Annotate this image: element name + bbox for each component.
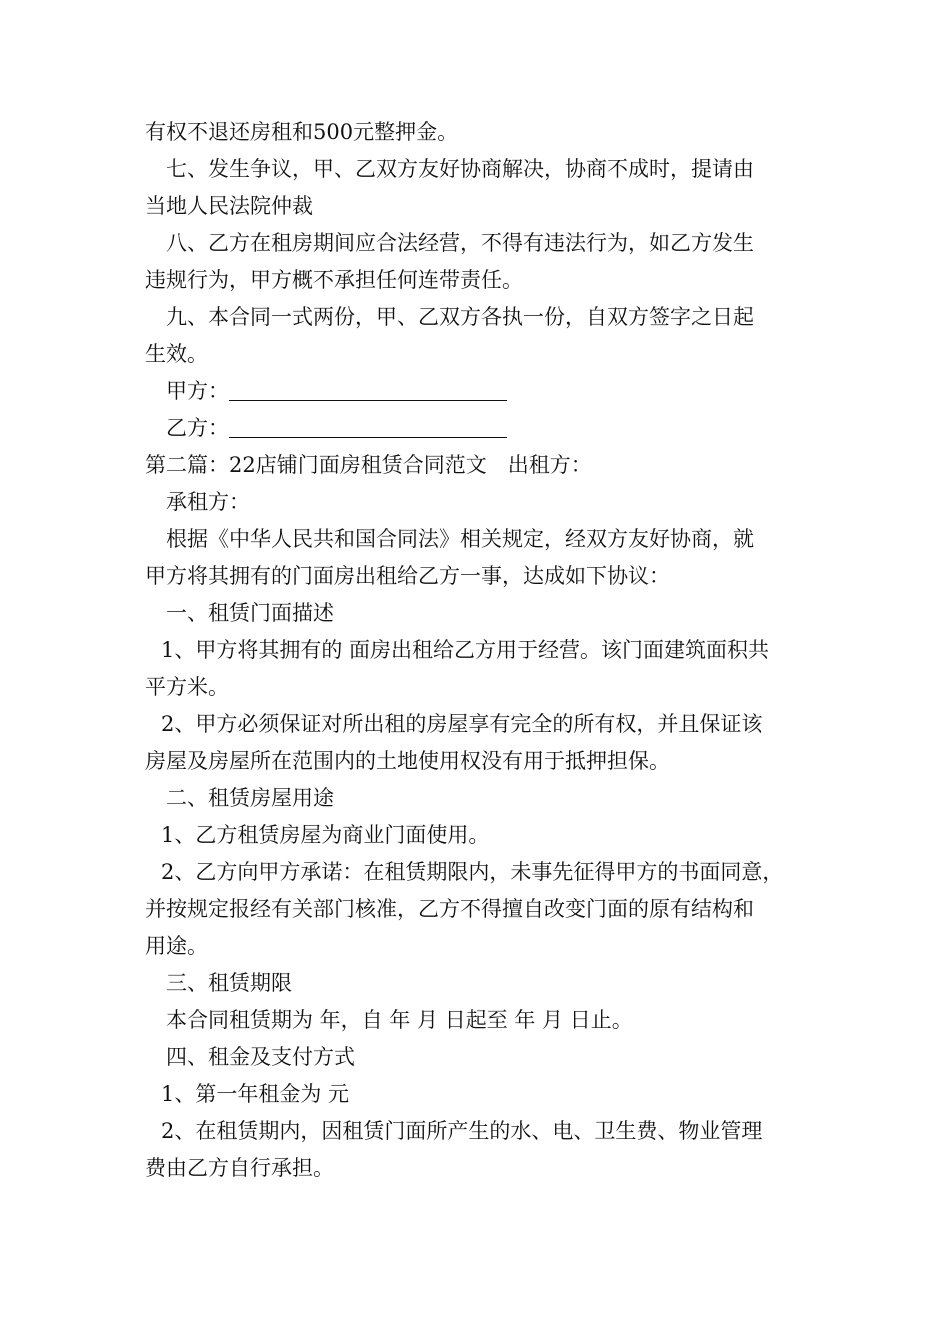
party-a-signature-line — [229, 376, 507, 401]
document-body — [145, 114, 815, 1187]
heading-term: 三、租赁期限 — [166, 971, 292, 995]
party-b-signature-line — [229, 413, 507, 438]
party-a-signature — [145, 373, 815, 410]
clause-8-continuation: 违规行为，甲方概不承担任何连带责任。 — [145, 268, 523, 292]
preamble-continuation: 甲方将其拥有的门面房出租给乙方一事，达成如下协议： — [145, 564, 670, 588]
item-2-2-continuation: 并按规定报经有关部门核准，乙方不得擅自改变门面的原有结构和 — [145, 897, 754, 921]
paragraph-line: 有权不退还房租和500元整押金。 — [145, 120, 459, 144]
clause-7-continuation: 当地人民法院仲裁 — [145, 194, 313, 218]
heading-usage: 二、租赁房屋用途 — [166, 786, 334, 810]
item-4-2-line: 2、在租赁期内，因租赁门面所产生的水、电、卫生费、物业管理 — [161, 1119, 763, 1143]
term-line: 本合同租赁期为 年，自 年 月 日起至 年 月 日止。 — [166, 1008, 633, 1032]
item-4-1-line: 1、第一年租金为 元 — [161, 1082, 350, 1106]
heading-description: 一、租赁门面描述 — [166, 601, 334, 625]
item-1-1-line: 1、甲方将其拥有的 面房出租给乙方用于经营。该门面建筑面积共 — [161, 638, 770, 662]
clause-9-line: 九、本合同一式两份，甲、乙双方各执一份，自双方签字之日起 — [166, 305, 754, 329]
item-2-2-line: 2、乙方向甲方承诺：在租赁期限内，未事先征得甲方的书面同意， — [161, 860, 784, 884]
party-b-label: 乙方： — [166, 416, 229, 440]
preamble-line: 根据《中华人民共和国合同法》相关规定，经双方友好协商，就 — [166, 527, 754, 551]
item-4-2-continuation: 费由乙方自行承担。 — [145, 1156, 334, 1180]
item-1-2-line: 2、甲方必须保证对所出租的房屋享有完全的所有权，并且保证该 — [161, 712, 763, 736]
clause-9-continuation: 生效。 — [145, 342, 208, 366]
section-two-heading: 第二篇：22店铺门面房租赁合同范文 出租方： — [145, 453, 592, 477]
item-1-2-continuation: 房屋及房屋所在范围内的土地使用权没有用于抵押担保。 — [145, 749, 670, 773]
heading-rent: 四、租金及支付方式 — [166, 1045, 355, 1069]
item-2-1-line: 1、乙方租赁房屋为商业门面使用。 — [161, 823, 490, 847]
clause-7-line: 七、发生争议，甲、乙双方友好协商解决，协商不成时，提请由 — [166, 157, 754, 181]
party-b-signature — [145, 410, 815, 447]
clause-8-line: 八、乙方在租房期间应合法经营，不得有违法行为，如乙方发生 — [166, 231, 754, 255]
item-1-1-continuation: 平方米。 — [145, 675, 229, 699]
party-a-label: 甲方： — [166, 379, 229, 403]
tenant-label: 承租方： — [166, 490, 250, 514]
item-2-2-end: 用途。 — [145, 934, 208, 958]
